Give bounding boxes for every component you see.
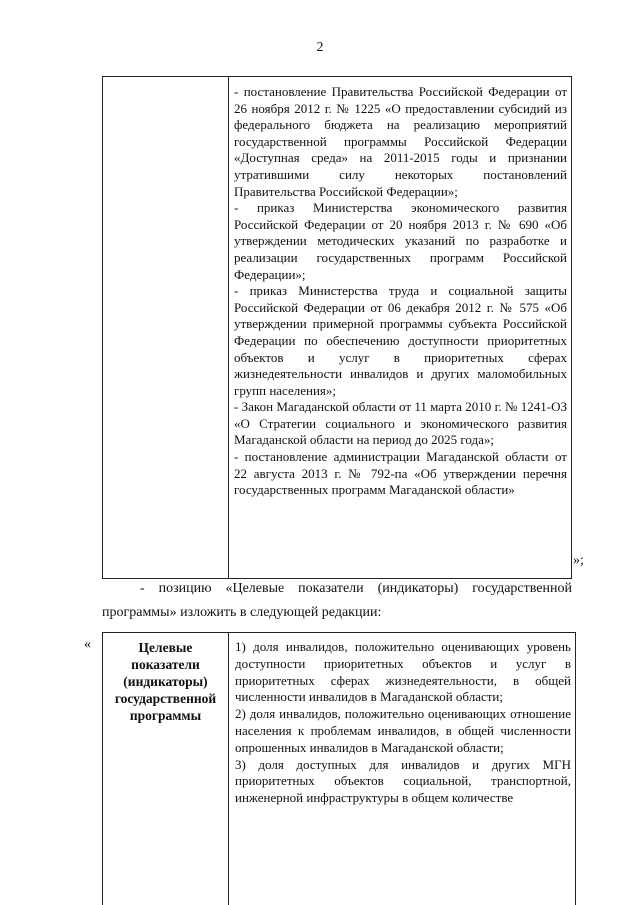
- amendment-paragraph-line2: программы» изложить в следующей редакции:: [102, 605, 382, 620]
- header-line: программы: [129, 708, 202, 723]
- amendment-paragraph-line1: - позицию «Целевые показатели (индикаторы) государственной: [140, 581, 572, 596]
- legal-basis-item: - приказ Министерства экономического развития Российской Федерации от 20 ноября 2013 г. № 690 «Об утверждении методических указаний по разработке и реализации государственных программ Российской Федерации»;: [234, 200, 567, 282]
- legal-basis-item: - приказ Министерства труда и социальной защиты Российской Федерации от 06 декабря 2012 г. № 575 «Об утверждении примерной программы субъекта Российской Федерации по обеспечению доступности приоритетных объектов и услуг в приоритетных сферах жизнедеятельности инвалидов и других маломобильных групп населения»;: [234, 283, 567, 398]
- legal-basis-table: [102, 76, 572, 579]
- opening-quote-mark: «: [84, 637, 91, 652]
- header-line: Целевые: [138, 640, 193, 655]
- legal-basis-content-cell: [229, 77, 571, 578]
- page-number: 2: [316, 40, 324, 55]
- legal-basis-item: - постановление администрации Магаданской области от 22 августа 2013 г. № 792-па «Об утверждении перечня государственных программ Магаданской области»: [234, 449, 567, 498]
- legal-basis-label-cell: [103, 77, 229, 578]
- header-line: (индикаторы): [123, 674, 208, 689]
- indicator-item: 2) доля инвалидов, положительно оценивающих отношение населения к проблемам инвалидов, в общей численности опрошенных инвалидов в Магаданской области;: [235, 706, 571, 755]
- target-indicators-header-cell: [103, 633, 229, 905]
- target-indicators-content-cell: [229, 633, 575, 905]
- legal-basis-item: - постановление Правительства Российской Федерации от 26 ноября 2012 г. № 1225 «О предоставлении субсидий из федерального бюджета на реализацию мероприятий государственной программы Российской Федерации «Доступная среда» на 2011-2015 годы и признании утратившими силу некоторых постановлений Правительства Российской Федерации»;: [234, 84, 567, 199]
- closing-quote-mark: »;: [573, 553, 584, 568]
- indicator-item: 3) доля доступных для инвалидов и других МГН приоритетных объектов социальной, транспортной, инженерной инфраструктуры в общем количестве: [235, 756, 571, 806]
- header-line: государственной: [114, 691, 217, 706]
- indicator-item: 1) доля инвалидов, положительно оценивающих уровень доступности приоритетных объектов и услуг в приоритетных сферах жизнедеятельности, в общей численности инвалидов в Магаданской области;: [235, 639, 571, 705]
- target-indicators-table: [102, 632, 576, 905]
- legal-basis-item: - Закон Магаданской области от 11 марта 2010 г. № 1241-ОЗ «О Стратегии социального и экономического развития Магаданской области на период до 2025 года»;: [234, 399, 567, 448]
- header-line: показатели: [131, 657, 200, 672]
